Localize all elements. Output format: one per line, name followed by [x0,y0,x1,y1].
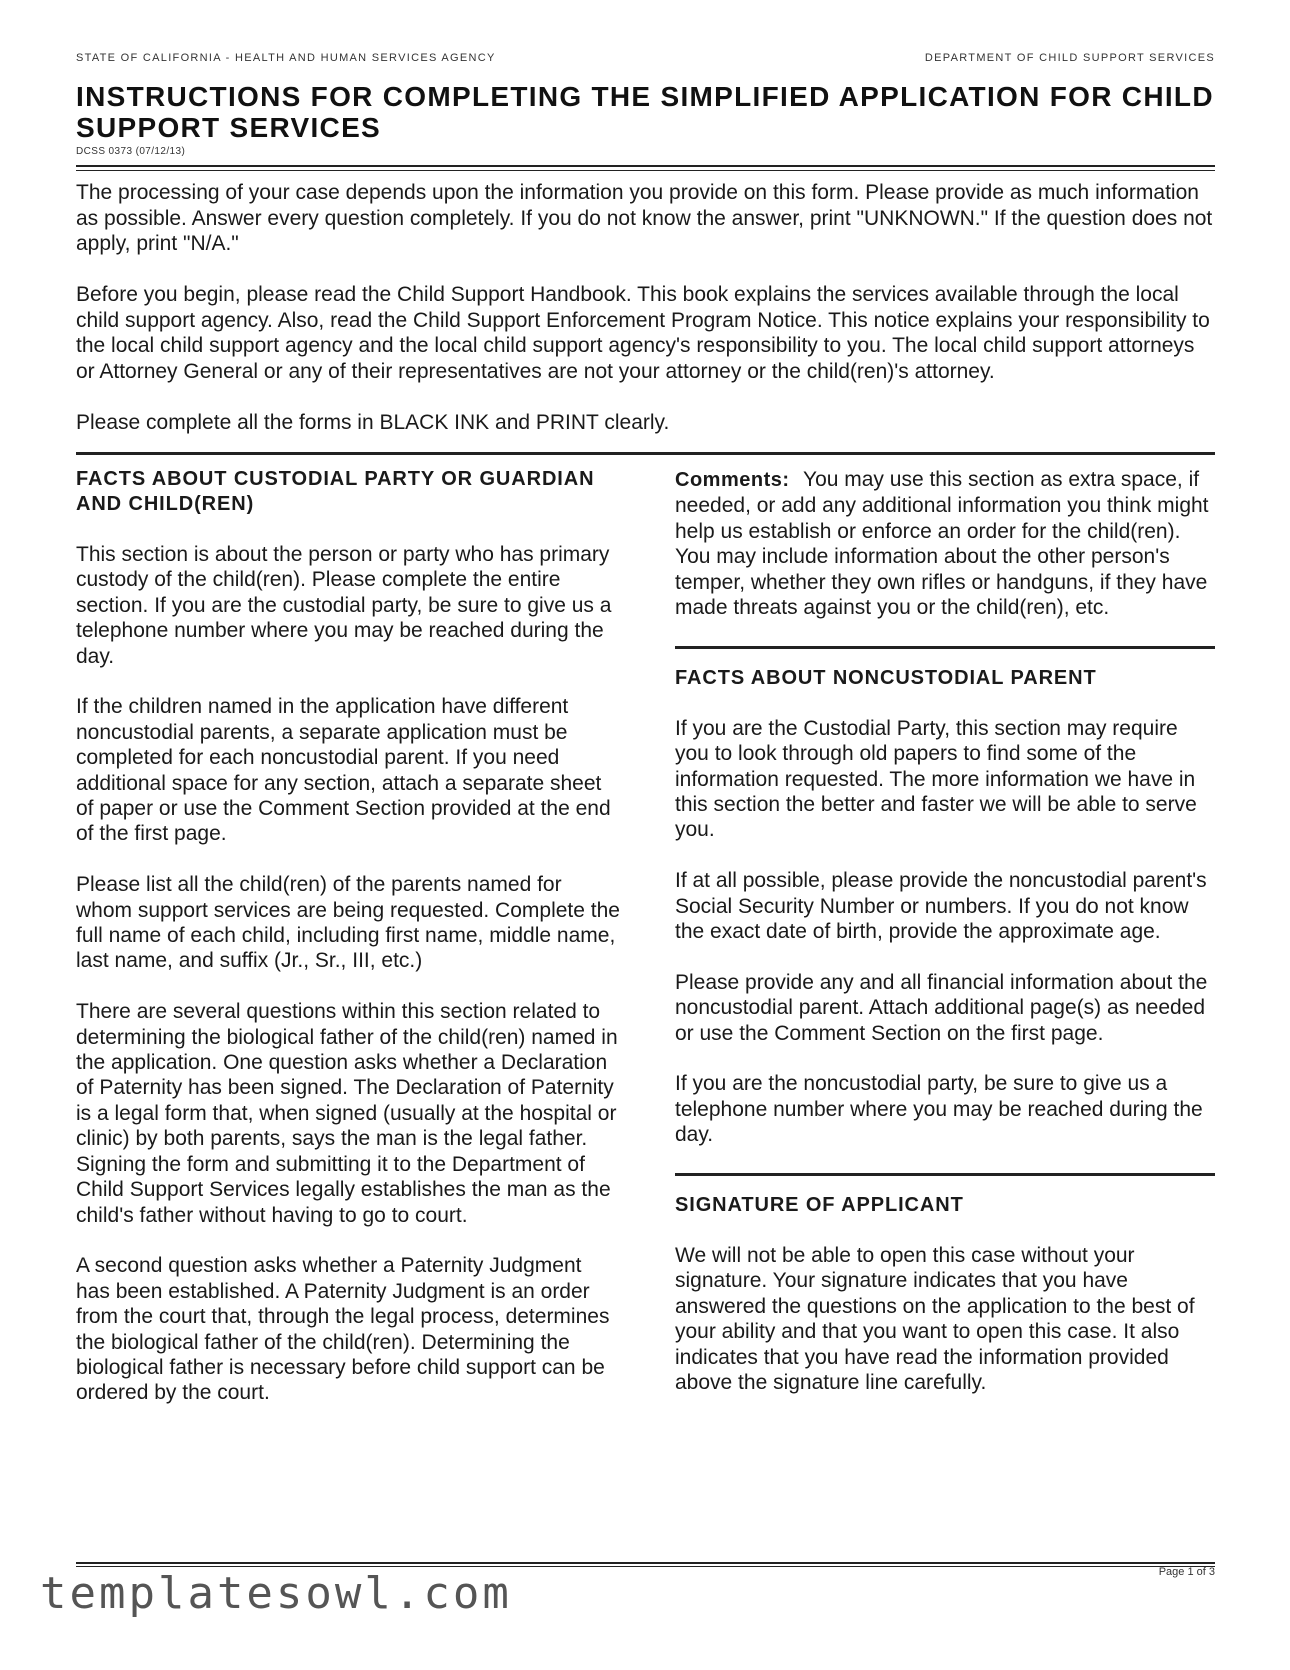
noncustodial-paragraph: If at all possible, please provide the noncustodial parent's Social Security Number or numbers. If you do not know the exact date of birth, provide the approximate age. [675,869,1207,944]
noncustodial-paragraph: If you are the Custodial Party, this section may require you to look through old papers to find some of the information requested. The more information we have in this section the better and faster we will be able to serve you. [675,716,1197,842]
comments-text: You may use this section as extra space, if needed, or add any additional information you think might help us establish or enforce an order for the child(ren). You may include information about the other person's temper, whether they own rifles or handguns, if they have made threats against you or the child(ren), etc. [675,468,1209,620]
custodial-paragraph: This section is about the person or party who has primary custody of the child(ren). Please complete the entire section. If you are the custodial party, be sure to give us a telephone number where you may be reached during the day. [76,543,612,668]
signature-heading: SIGNATURE OF APPLICANT [675,1194,964,1217]
signature-paragraph: We will not be able to open this case without your signature. Your signature indicates that you have answered the questions on the application to the best of your ability and that you want to open this case. It also indicates that you have read the information provided above the signature line carefully. [675,1244,1195,1395]
custodial-paragraph: Please list all the child(ren) of the parents named for whom support services are being requested. Complete the full name of each child, including first name, middle name, last name, and suffix (Jr., Sr., III, etc.) [76,873,620,973]
page-number: Page 1 of 3 [1158,1566,1215,1578]
form-number: DCSS 0373 (07/12/13) [76,146,186,157]
custodial-heading: FACTS ABOUT CUSTODIAL PARTY OR GUARDIAN AND CHILD(REN) [76,468,595,515]
section-divider [675,646,1215,649]
section-divider [675,1173,1215,1176]
comments-label: Comments: [675,469,790,491]
custodial-paragraph: A second question asks whether a Paternity Judgment has been established. A Paternity Judgment is an order from the court that, through the legal process, determines the biological father of the child(ren). Determining the biological father is necessary before child support can be ordered by the court. [76,1254,610,1405]
intro-paragraph: Please complete all the forms in BLACK INK and PRINT clearly. [76,410,670,434]
right-column [675,467,1215,1431]
watermark-text: templatesowl.com [40,1568,512,1619]
header-divider [76,165,1215,171]
two-column-body [76,467,1215,1431]
agency-header [76,52,1215,64]
custodial-paragraph: There are several questions within this section related to determining the biological father of the child(ren) named in the application. One question asks whether a Declaration of Paternity has been signed. The Declaration of Paternity is a legal form that, when signed (usually at the hospital or clinic) by both parents, says the man is the legal father. Signing the form and submitting it to the Department of Child Support Services legally establishes the man as the child's father without having to go to court. [76,1000,618,1227]
noncustodial-heading: FACTS ABOUT NONCUSTODIAL PARENT [675,666,1097,689]
intro-paragraph: The processing of your case depends upon the information you provide on this form. Please provide as much information as possible. Answer every question completely. If you do not know the answer, print "UNKNOWN." If the question does not apply, print "N/A." [76,181,1213,255]
section-divider [76,452,1215,455]
left-column [76,467,620,1431]
intro-section [76,180,1215,435]
noncustodial-paragraph: If you are the noncustodial party, be sure to give us a telephone number where you may be reached during the day. [675,1072,1203,1147]
footer-divider [76,1562,1215,1567]
custodial-paragraph: If the children named in the application have different noncustodial parents, a separate application must be completed for each noncustodial parent. If you need additional space for any section, attach a separate sheet of paper or use the Comment Section provided at the end of the first page. [76,695,611,846]
comments-paragraph [675,467,1215,620]
document-page [76,52,1215,1431]
intro-paragraph: Before you begin, please read the Child Support Handbook. This book explains the services available through the local child support agency. Also, read the Child Support Enforcement Program Notice. This notice explains your responsibility to the local child support agency and the local child support agency's responsibility to you. The local child support attorneys or Attorney General or any of their representatives are not your attorney or the child(ren)'s attorney. [76,283,1210,383]
agency-left: STATE OF CALIFORNIA - HEALTH AND HUMAN SERVICES AGENCY [76,52,496,64]
page-title: INSTRUCTIONS FOR COMPLETING THE SIMPLIFIED APPLICATION FOR CHILD SUPPORT SERVICES [76,81,1214,143]
noncustodial-paragraph: Please provide any and all financial information about the noncustodial parent. Attach additional page(s) as needed or use the Comment Section on the first page. [675,970,1208,1045]
agency-right: DEPARTMENT OF CHILD SUPPORT SERVICES [924,52,1215,64]
